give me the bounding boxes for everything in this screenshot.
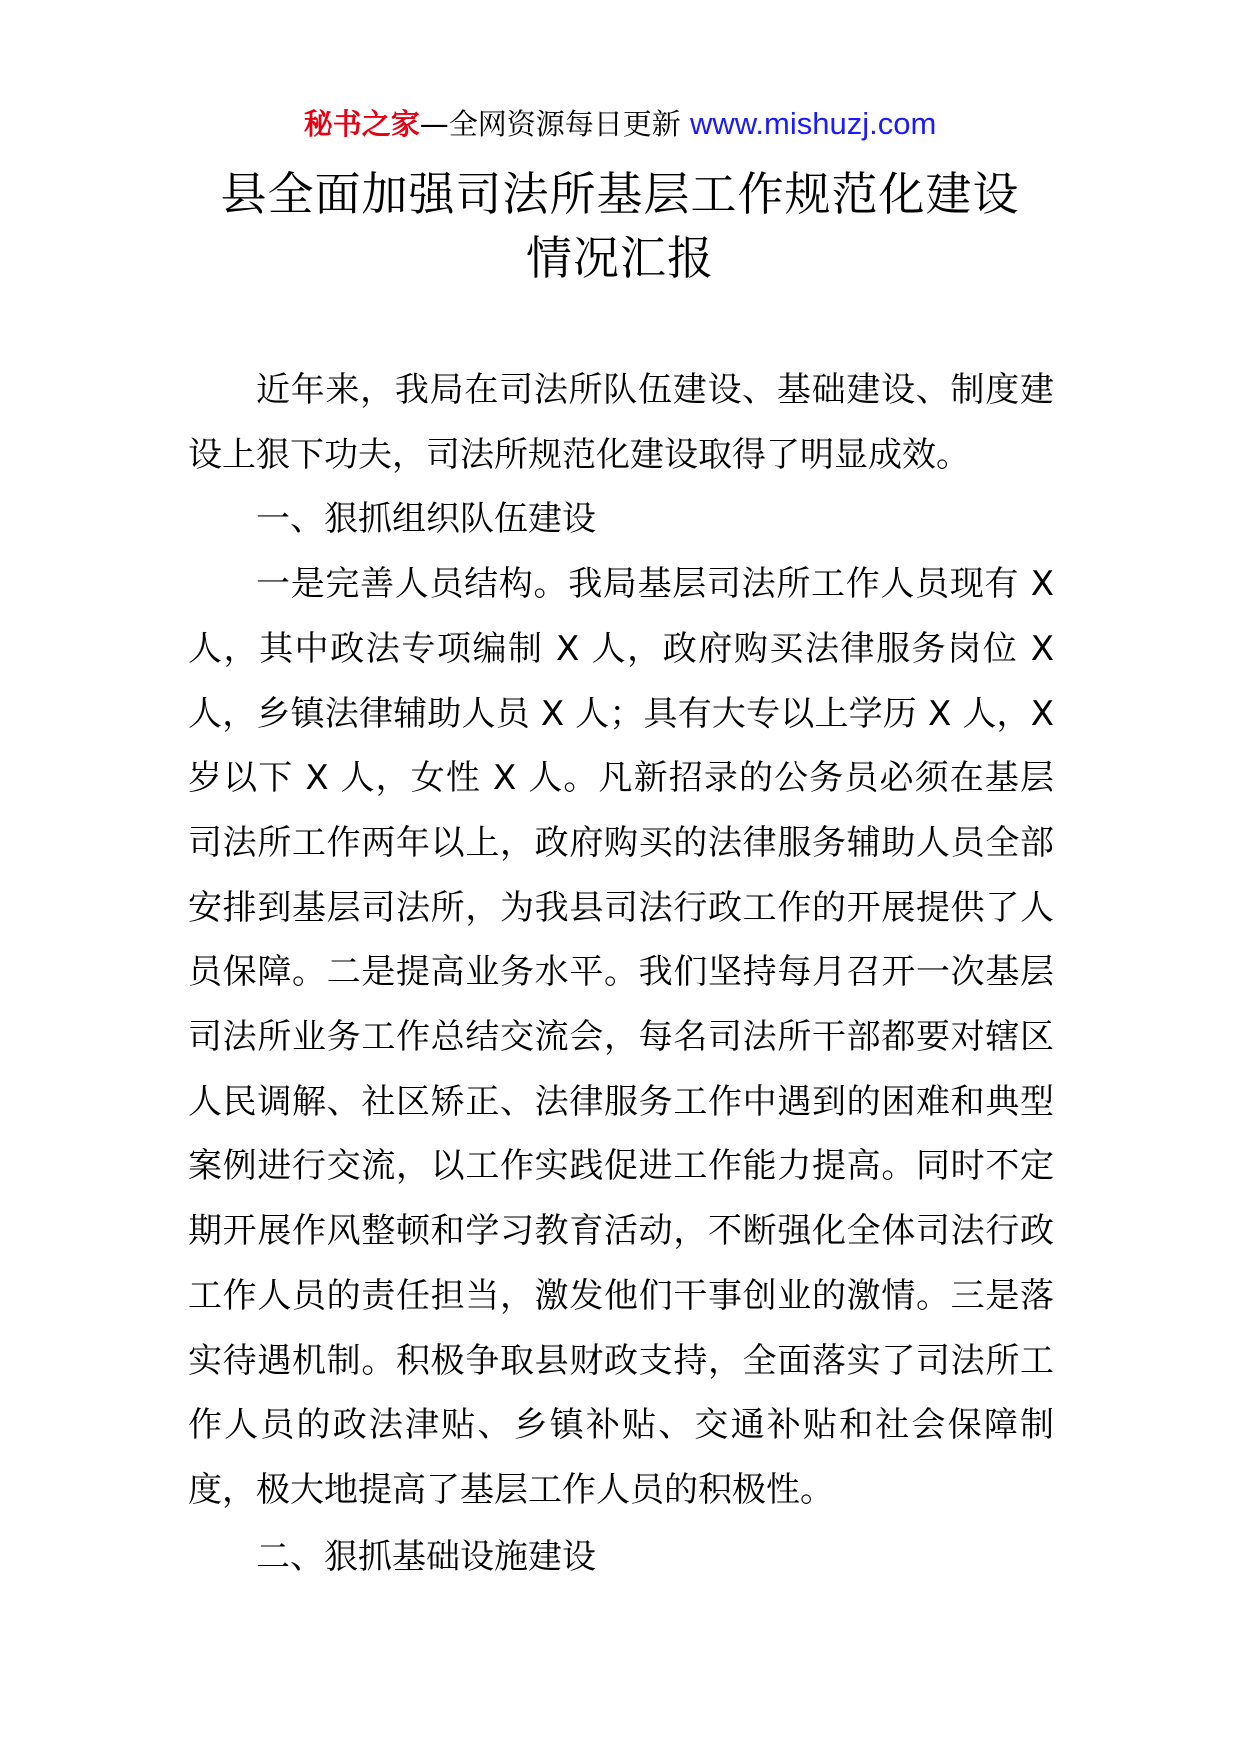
document-title-line-2: 情况汇报 (526, 231, 714, 285)
document-title-line-1: 县全面加强司法所基层工作规范化建设 (220, 167, 1020, 221)
section-heading-1: 一、狠抓组织队伍建设 (256, 499, 596, 540)
watermark-url: www.mishuzj.com (689, 106, 937, 141)
section-1-paragraph: 一是完善人员结构。我局基层司法所工作人员现有 X 人，其中政法专项编制 X 人，政府购买法律服务岗位 X 人，乡镇法律辅助人员 X 人；具有大专以上学历 X 人，X 岁以下 X 人，女性 X 人。凡新招录的公务员必须在基层司法所工作两年以上，政府购买的法律服务辅助人员全部安排到基层司法所，为我县司法行政工作的开展提供了人员保障。二是提高业务水平。我们坚持每月召开一次基层司法所业务工作总结交流会，每名司法所干部都要对辖区人民调解、社区矫正、法律服务工作中遇到的困难和典型案例进行交流，以工作实践促进工作能力提高。同时不定期开展作风整顿和学习教育活动，不断强化全体司法行政工作人员的责任担当，激发他们干事创业的激情。三是落实待遇机制。积极争取县财政支持，全面落实了司法所工作人员的政法津贴、乡镇补贴、交通补贴和社会保障制度，极大地提高了基层工作人员的积极性。 (188, 564, 1054, 1510)
intro-paragraph: 近年来，我局在司法所队伍建设、基础建设、制度建设上狠下功夫，司法所规范化建设取得了明显成效。 (188, 370, 1054, 475)
watermark-brand: 秘书之家 (303, 107, 420, 141)
watermark-banner (0, 104, 1240, 144)
document-body (188, 358, 1054, 1589)
section-heading-2: 二、狠抓基础设施建设 (256, 1536, 596, 1577)
watermark-slogan: —全网资源每日更新 (419, 107, 681, 141)
